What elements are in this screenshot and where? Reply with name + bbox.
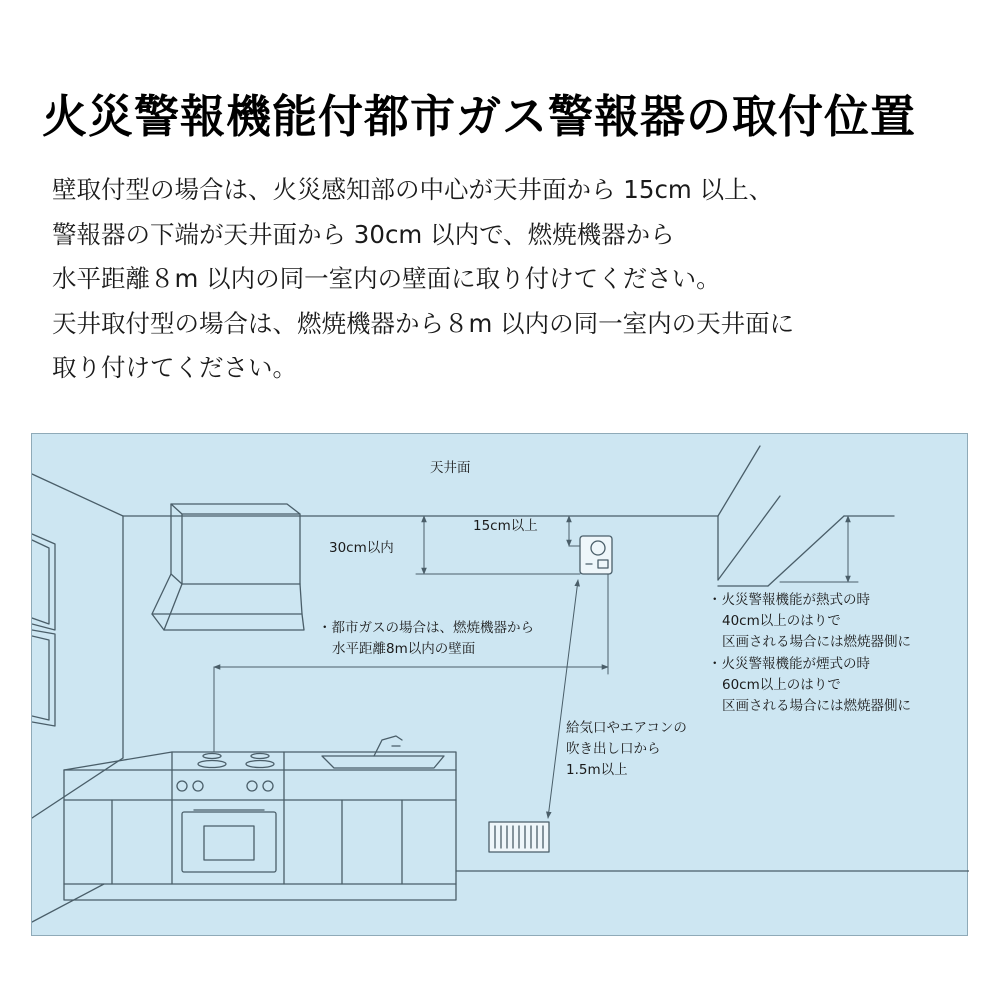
page-title: 火災警報機能付都市ガス警報器の取付位置	[42, 90, 917, 143]
range-hood	[152, 504, 304, 630]
note-line: 給気口やエアコンの	[566, 720, 687, 736]
gas-alarm-device	[580, 536, 612, 574]
note-line: 吹き出し口から	[566, 741, 661, 757]
note-line: 水平距離8m以内の壁面	[332, 641, 476, 657]
note-line: 1.5m以上	[566, 762, 628, 778]
vent-distance-note	[566, 718, 687, 781]
description-line: 取り付けてください。	[52, 353, 297, 382]
heat-type-beam-note	[708, 590, 911, 653]
gas-horizontal-distance-note	[318, 618, 534, 660]
note-line: ・都市ガスの場合は、燃焼機器から	[318, 620, 534, 636]
note-line: 60cm以上のはりで	[722, 677, 841, 693]
dimension-30cm-label: 30cm以内	[329, 540, 394, 556]
ceiling-beam	[718, 496, 894, 586]
note-line: ・火災警報機能が煙式の時	[708, 656, 870, 672]
description-line: 天井取付型の場合は、燃焼機器から８m 以内の同一室内の天井面に	[52, 308, 795, 338]
window-frame	[32, 534, 55, 726]
note-line: 区画される場合には燃焼器側に	[722, 634, 911, 650]
description	[52, 168, 972, 391]
description-line: 警報器の下端が天井面から 30cm 以内で、燃焼機器から	[52, 219, 675, 249]
note-line: ・火災警報機能が熱式の時	[708, 592, 870, 608]
description-line: 水平距離８m 以内の同一室内の壁面に取り付けてください。	[52, 264, 721, 293]
dimension-15cm-label: 15cm以上	[473, 518, 538, 534]
air-vent	[489, 822, 549, 852]
kitchen-counter	[64, 736, 456, 900]
note-line: 区画される場合には燃焼器側に	[722, 698, 911, 714]
installation-diagram	[31, 433, 968, 936]
note-line: 40cm以上のはりで	[722, 613, 841, 629]
smoke-type-beam-note	[708, 654, 911, 717]
ceiling-label: 天井面	[430, 460, 471, 476]
description-line: 壁取付型の場合は、火災感知部の中心が天井面から 15cm 以上、	[52, 175, 774, 204]
